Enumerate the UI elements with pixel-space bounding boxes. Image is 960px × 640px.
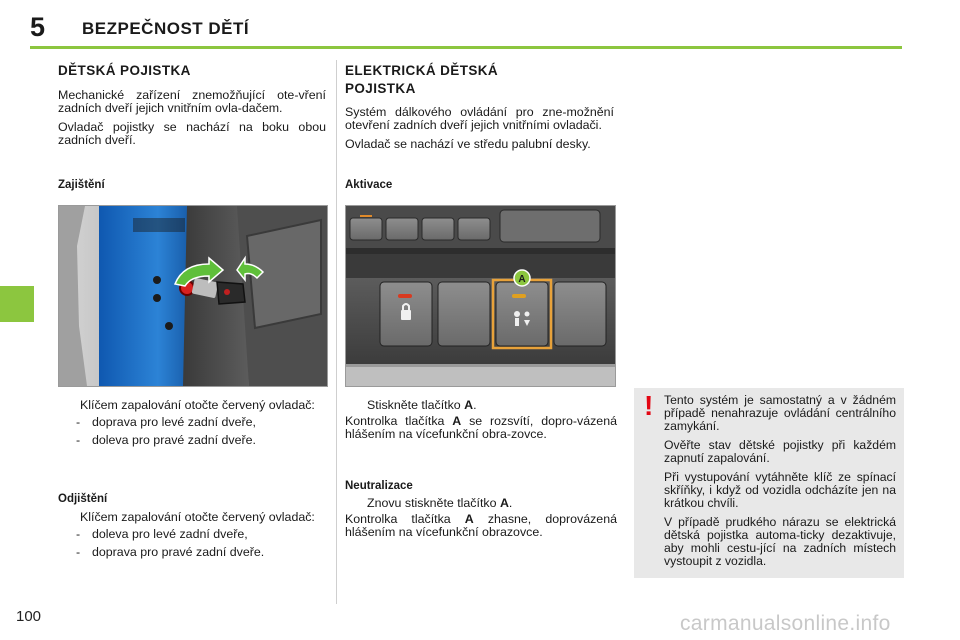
warning-callout bbox=[634, 388, 904, 578]
warning-paragraph: Tento systém je samostatný a v žádném případě nenahrazuje ovládání centrálního zamykání. bbox=[664, 393, 896, 433]
center-console-illustration bbox=[346, 206, 615, 386]
dashboard-button-photo bbox=[345, 205, 616, 387]
chapter-title: BEZPEČNOST DĚTÍ bbox=[82, 19, 250, 38]
list-item: - doprava pro levé zadní dveře, bbox=[76, 415, 256, 429]
bullet-icon bbox=[345, 497, 367, 510]
button-letter: A bbox=[499, 496, 509, 510]
button-letter: A bbox=[464, 512, 474, 526]
child-lock-intro: Mechanické zařízení znemožňující ote-vření zadních dveří jejich vnitřním ovla-dačem. bbox=[58, 88, 326, 115]
unlock-heading: Odjištění bbox=[58, 493, 108, 505]
list-item: - doprava pro pravé zadní dveře. bbox=[76, 545, 265, 559]
child-lock-description bbox=[58, 89, 326, 153]
warning-paragraph: Při vystupování vytáhněte klíč ze spínací skříňky, i když od vozidla odcházíte jen na krátkou chvíli. bbox=[664, 470, 896, 510]
chapter-side-tab bbox=[0, 286, 34, 322]
activation-step: Stiskněte tlačítko A. bbox=[345, 399, 617, 412]
activation-steps bbox=[345, 399, 617, 441]
lock-instruction bbox=[58, 399, 330, 412]
column-divider bbox=[336, 60, 337, 604]
electric-lock-location: Ovladač se nachází ve středu palubní desky. bbox=[345, 137, 591, 151]
warning-paragraph: V případě prudkého nárazu se elektrická dětská pojistka automa-ticky dezaktivuje, aby mohli cestu-jící na zadních místech vystoupit z vozidla. bbox=[664, 515, 896, 568]
electric-lock-description bbox=[345, 106, 614, 157]
activation-result: Kontrolka tlačítka A se rozsvítí, dopro-vázená hlášením na vícefunkční obra-zovce. bbox=[345, 414, 617, 441]
button-letter: A bbox=[464, 398, 474, 412]
warning-exclamation-icon: ! bbox=[644, 390, 654, 421]
activation-step-text: Stiskněte tlačítko bbox=[367, 398, 461, 412]
page-number: 100 bbox=[16, 608, 42, 625]
section-title-child-lock: DĚTSKÁ POJISTKA bbox=[58, 63, 191, 78]
lock-instruction-text: Klíčem zapalování otočte červený ovladač: bbox=[80, 398, 315, 412]
list-item: - doleva pro pravé zadní dveře. bbox=[76, 433, 256, 447]
unlock-instruction-text: Klíčem zapalování otočte červený ovladač: bbox=[80, 510, 315, 524]
unlock-item-text: doprava pro pravé zadní dveře. bbox=[92, 545, 265, 559]
lock-item-text: doleva pro pravé zadní dveře. bbox=[92, 433, 256, 447]
list-item: - doleva pro levé zadní dveře, bbox=[76, 527, 248, 541]
neutralization-step: Znovu stiskněte tlačítko A. bbox=[345, 497, 617, 510]
child-lock-location: Ovladač pojistky se nachází na boku obou zadních dveří. bbox=[58, 120, 326, 147]
electric-lock-intro: Systém dálkového ovládání pro zne-možnění otevření zadních dveří jejich vnitřními ovladači. bbox=[345, 105, 614, 132]
warning-paragraph: Ověřte stav dětské pojistky při každém zapnutí zapalování. bbox=[664, 438, 896, 465]
lock-item-text: doprava pro levé zadní dveře, bbox=[92, 415, 256, 429]
neutralization-result: Kontrolka tlačítka A zhasne, doprovázená hlášením na vícefunkční obrazovce. bbox=[345, 512, 617, 539]
button-letter: A bbox=[452, 414, 462, 428]
unlock-instruction bbox=[58, 511, 330, 524]
section-title-electric-child-lock: ELEKTRICKÁ DĚTSKÁ POJISTKA bbox=[345, 63, 499, 96]
bullet-icon bbox=[58, 511, 80, 524]
activation-heading: Aktivace bbox=[345, 179, 393, 191]
lock-instructions bbox=[58, 399, 330, 448]
bullet-icon bbox=[58, 399, 80, 412]
watermark: carmanualsonline.info bbox=[680, 612, 891, 635]
warning-text bbox=[664, 394, 896, 574]
neutralization-steps bbox=[345, 497, 617, 539]
neutralization-step-text: Znovu stiskněte tlačítko bbox=[367, 496, 497, 510]
chapter-number: 5 bbox=[30, 12, 46, 42]
svg-text:A: A bbox=[518, 274, 526, 285]
header-rule bbox=[30, 46, 902, 49]
door-edge-illustration bbox=[59, 206, 327, 386]
neutralization-heading: Neutralizace bbox=[345, 480, 413, 492]
unlock-item-text: doleva pro levé zadní dveře, bbox=[92, 527, 248, 541]
door-lock-photo bbox=[58, 205, 328, 387]
unlock-instructions bbox=[58, 511, 330, 560]
lock-heading: Zajištění bbox=[58, 179, 105, 191]
bullet-icon bbox=[345, 399, 367, 412]
